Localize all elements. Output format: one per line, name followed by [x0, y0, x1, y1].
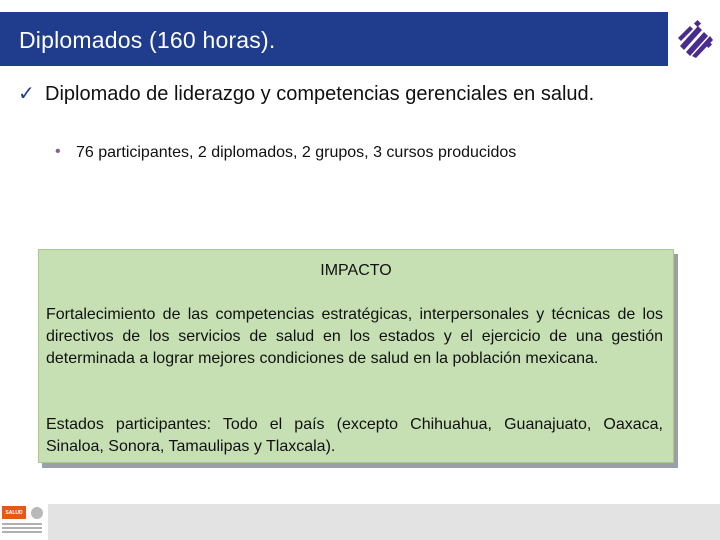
- slide-title: Diplomados (160 horas).: [19, 27, 276, 53]
- impact-box: [38, 249, 674, 463]
- title-bar: [0, 12, 668, 66]
- national-seal-icon: [31, 507, 43, 519]
- bullet-diplomado-text: Diplomado de liderazgo y competencias gerenciales en salud.: [45, 83, 595, 105]
- footer-bar: [0, 504, 720, 540]
- institution-logo-icon: [672, 12, 718, 66]
- sub-bullet-text: 76 participantes, 2 diplomados, 2 grupos, 3 cursos producidos: [76, 144, 517, 161]
- salud-badge: SALUD: [2, 506, 26, 519]
- impact-description: Fortalecimiento de las competencias estratégicas, interpersonales y técnicas de los directivos de los servicios de salud en los estados y el ejercicio de una gestión determinada a lograr mejores condiciones de salud en la población mexicana.: [46, 306, 663, 367]
- salud-logo: [0, 504, 48, 540]
- impact-states: Estados participantes: Todo el país (excepto Chihuahua, Guanajuato, Oaxaca, Sinaloa, Sonora, Tamaulipas y Tlaxcala).: [46, 416, 663, 455]
- impact-title: IMPACTO: [320, 262, 392, 279]
- salud-logo-lines: [2, 523, 42, 535]
- checkmark-icon: ✓: [18, 83, 35, 105]
- bullet-dot-icon: •: [55, 143, 61, 160]
